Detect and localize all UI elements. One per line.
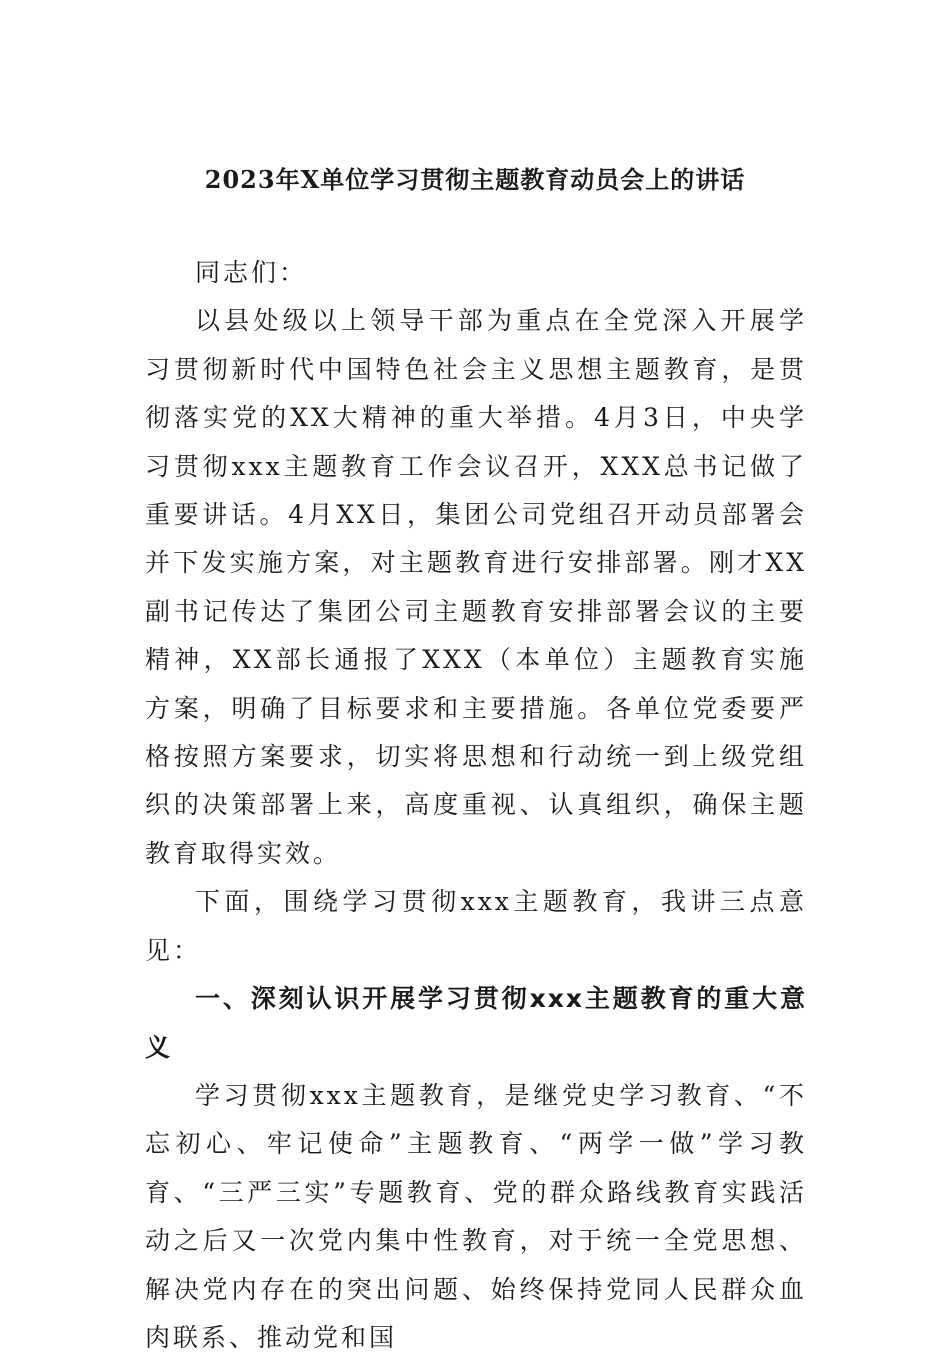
salutation-paragraph: 同志们：: [195, 258, 308, 287]
intro-paragraph: 以县处级以上领导干部为重点在全党深入开展学习贯彻新时代中国特色社会主义思想主题教育，是贯彻落实党的XX大精神的重大举措。4月3日，中央学习贯彻xxx主题教育工作会议召开，XXX总书记做了重要讲话。4月XX日，集团公司党组召开动员部署会并下发实施方案，对主题教育进行安排部署。刚才XX副书记传达了集团公司主题教育安排部署会议的主要精神，XX部长通报了XXX（本单位）主题教育实施方案，明确了目标要求和主要措施。各单位党委要严格按照方案要求，切实将思想和行动统一到上级党组织的决策部署上来，高度重视、认真组织，确保主题教育取得实效。: [145, 306, 807, 868]
document-title: 2023年X单位学习贯彻主题教育动员会上的讲话: [204, 165, 746, 194]
outline-paragraph: 下面，围绕学习贯彻xxx主题教育，我讲三点意见：: [145, 887, 807, 965]
section-heading: 一、深刻认识开展学习贯彻xxx主题教育的重大意义: [145, 984, 807, 1062]
section-paragraph: 学习贯彻xxx主题教育，是继党史学习教育、“不忘初心、牢记使命”主题教育、“两学一做”学习教育、“三严三实”专题教育、党的群众路线教育实践活动之后又一次党内集中性教育，对于统一全党思想、解决党内存在的突出问题、始终保持党同人民群众血肉联系、推动党和国: [145, 1080, 807, 1352]
document-body: [145, 249, 807, 1362]
